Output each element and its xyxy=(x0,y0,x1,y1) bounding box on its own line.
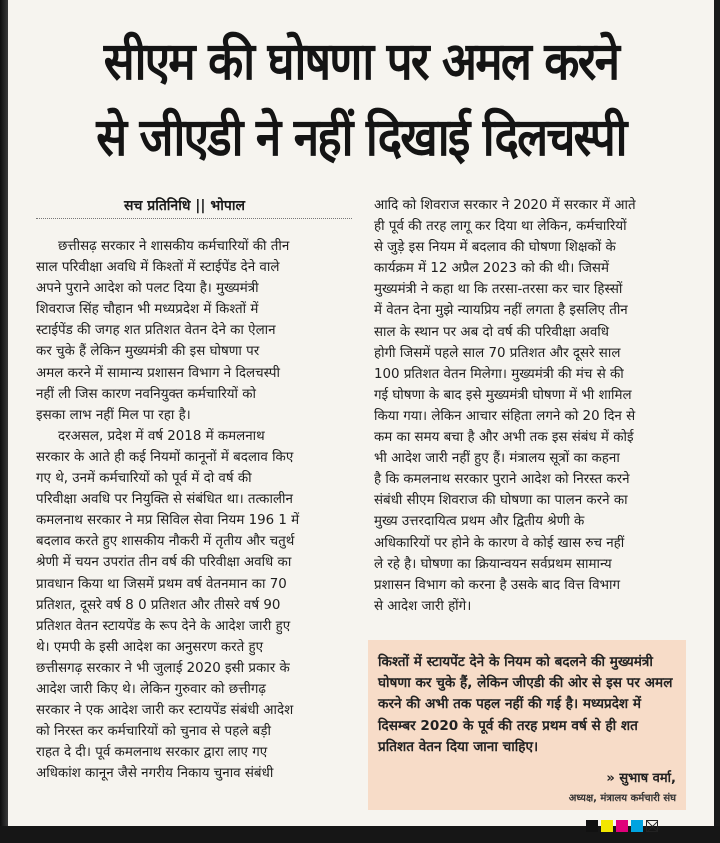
article-column-left xyxy=(36,236,358,784)
pull-quote-author: » सुभाष वर्मा, xyxy=(606,771,676,786)
article-line: अपने पुराने आदेश को पलट दिया है। मुख्यमंत्री xyxy=(36,281,259,297)
article-line: से आदेश जारी होंगे। xyxy=(374,598,472,614)
article-line: साल के स्थान पर अब दो वर्ष की परिवीक्षा अवधि xyxy=(374,324,609,340)
article-line: परिवीक्षा अवधि पर नियुक्ति से संबंधित था। तत्कालीन xyxy=(36,492,293,508)
pull-quote-line: दिसम्बर 2020 के पूर्व की तरह प्रथम वर्ष से ही शत xyxy=(378,717,638,734)
color-swatch xyxy=(601,820,613,832)
article-line: श्रेणी में चयन उपरांत तीन वर्ष की परिवीक्षा अवधि का xyxy=(36,555,292,571)
article-line: शिवराज सिंह चौहान भी मध्यप्रदेश में किश्तों में xyxy=(36,302,259,318)
article-line: थे। एमपी के इसी आदेश का अनुसरण करते हुए xyxy=(36,639,263,655)
print-color-registration xyxy=(586,820,658,832)
color-swatch xyxy=(616,820,628,832)
article-line: कर चुके हैं लेकिन मुख्यमंत्री की इस घोषणा पर xyxy=(36,344,260,360)
article-line: अधिकारियों पर होने के कारण वे कोई खास रुच नहीं xyxy=(374,535,625,551)
article-line: प्रशासन विभाग को करना है उसके बाद वित्त विभाग xyxy=(374,577,620,593)
article-line: कम का समय बचा है और अभी तक इस संबंध में कोई xyxy=(374,430,634,446)
registration-mark-icon xyxy=(646,820,658,832)
article-line: साल परिवीक्षा अवधि में किश्तों में स्टाईपेंड देने वाले xyxy=(36,260,280,276)
article-column-right xyxy=(374,195,690,617)
article-line: है कि कमलनाथ सरकार पुराने आदेश को निरस्त करने xyxy=(374,472,630,488)
headline-line-1: सीएम की घोषणा पर अमल करने xyxy=(103,32,619,92)
article-line: ले रहे है। घोषणा का क्रियान्वयन सर्वप्रथम सामान्य xyxy=(374,556,612,572)
pull-quote-line: प्रतिशत वेतन दिया जाना चाहिए। xyxy=(378,738,539,755)
article-line: गई घोषणा के बाद इसे मुख्यमंत्री घोषणा में भी शामिल xyxy=(374,387,632,403)
article-line: अधिकांश कानून जैसे नगरीय निकाय चुनाव संबंधी xyxy=(36,766,274,782)
pull-quote-line: घोषणा कर चुके हैं, लेकिन जीएडी की ओर से इस पर अमल xyxy=(378,675,673,692)
pull-quote-box xyxy=(368,640,686,810)
article-line: दरअसल, प्रदेश में वर्ष 2018 में कमलनाथ xyxy=(58,428,265,444)
article-line: संबंधी सीएम शिवराज की घोषणा का पालन करने का xyxy=(374,493,628,509)
article-line: प्रावधान किया था जिसमें प्रथम वर्ष वेतनमान का 70 xyxy=(36,576,287,592)
article-line: स्टाईपेंड की जगह शत प्रतिशत वेतन देने का ऐलान xyxy=(36,323,276,339)
article-line: को निरस्त कर कर्मचारियों को चुनाव से पहले बड़ी xyxy=(36,724,271,740)
article-line: इसका लाभ नहीं मिल पा रहा है। xyxy=(36,407,191,423)
article-line: प्रतिशत, दूसरे वर्ष 8 0 प्रतिशत और तीसरे वर्ष 90 xyxy=(36,597,281,613)
article-line: कार्यक्रम में 12 अप्रैल 2023 को की थी। जिसमें xyxy=(374,261,609,277)
article-line: भी आदेश जारी नहीं हुए हैं। मंत्रालय सूत्रों का कहना xyxy=(374,451,620,467)
headline-line-2: से जीएडी ने नहीं दिखाई दिलचस्पी xyxy=(96,108,626,168)
article-line: नहीं ली जिस कारण नवनियुक्त कर्मचारियों को xyxy=(36,386,257,402)
article-line: कमलनाथ सरकार ने मप्र सिविल सेवा नियम 196 1 में xyxy=(36,513,300,529)
article-line: आदि को शिवराज सरकार ने 2020 में सरकार में आते xyxy=(374,198,636,213)
article-line: 100 प्रतिशत वेतन मिलेगा। मुख्यमंत्री की मंच से की xyxy=(374,366,624,382)
article-line: सरकार ने एक आदेश जारी कर स्टायपेंड संबंधी आदेश xyxy=(36,703,294,719)
pull-quote-author-role: अध्यक्ष, मंत्रालय कर्मचारी संघ xyxy=(568,793,676,804)
article-line: मुख्यमंत्री ने कहा था कि तरसा-तरसा कर चार हिस्सों xyxy=(374,282,623,298)
article-line: छत्तीसढ़ सरकार ने शासकीय कर्मचारियों की तीन xyxy=(58,239,290,254)
article-line: में वेतन देना मुझे न्यायप्रिय नहीं लगता है इसलिए तीन xyxy=(374,303,628,319)
byline: सच प्रतिनिधि || भोपाल xyxy=(124,198,245,214)
scan-left-edge xyxy=(0,0,8,843)
article-line: प्रतिशत वेतन स्टायपेंड के रूप देने के आदेश जारी हुए xyxy=(36,618,291,634)
article-line: से जुड़े इस नियम में बदलाव की घोषणा शिक्षकों के xyxy=(374,240,616,256)
article-line: सरकार के आते ही कई नियमों कानूनों में बदलाव किए xyxy=(36,449,294,465)
byline-divider xyxy=(36,218,352,219)
color-swatch xyxy=(631,820,643,832)
color-swatch xyxy=(586,820,598,832)
article-line: छत्तीसगढ़ सरकार ने भी जुलाई 2020 इसी प्रकार के xyxy=(36,660,290,676)
article-line: गए थे, उनमें कर्मचारियों को पूर्व में दो वर्ष की xyxy=(36,471,252,487)
pull-quote-line: करने की अभी तक पहल नहीं की गई है। मध्यप्रदेश में xyxy=(378,696,642,713)
article-line: मुख्य उत्तरदायित्व प्रथम और द्वितीय श्रेणी के xyxy=(374,514,585,530)
article-line: ही पूर्व की तरह लागू कर दिया था लेकिन, कर्मचारियों xyxy=(374,219,627,235)
pull-quote-text xyxy=(378,652,678,758)
article-line: किया गया। लेकिन आचार संहिता लगने को 20 दिन से xyxy=(374,408,636,424)
pull-quote-line: किश्तों में स्टायपेंट देने के नियम को बदलने की मुख्यमंत्री xyxy=(378,654,653,670)
article-line: राहत दे दी। पूर्व कमलनाथ सरकार द्वारा लाए गए xyxy=(36,745,268,761)
newspaper-clipping xyxy=(8,0,714,826)
article-line: आदेश जारी किए थे। लेकिन गुरुवार को छत्तीगढ़ xyxy=(36,681,266,697)
article-line: होगी जिसमें पहले साल 70 प्रतिशत और दूसरे साल xyxy=(374,345,621,361)
article-line: बदलाव करते हुए शासकीय नौकरी में तृतीय और चतुर्थ xyxy=(36,534,295,550)
article-line: अमल करने में सामान्य प्रशासन विभाग ने दिलचस्पी xyxy=(36,365,280,381)
